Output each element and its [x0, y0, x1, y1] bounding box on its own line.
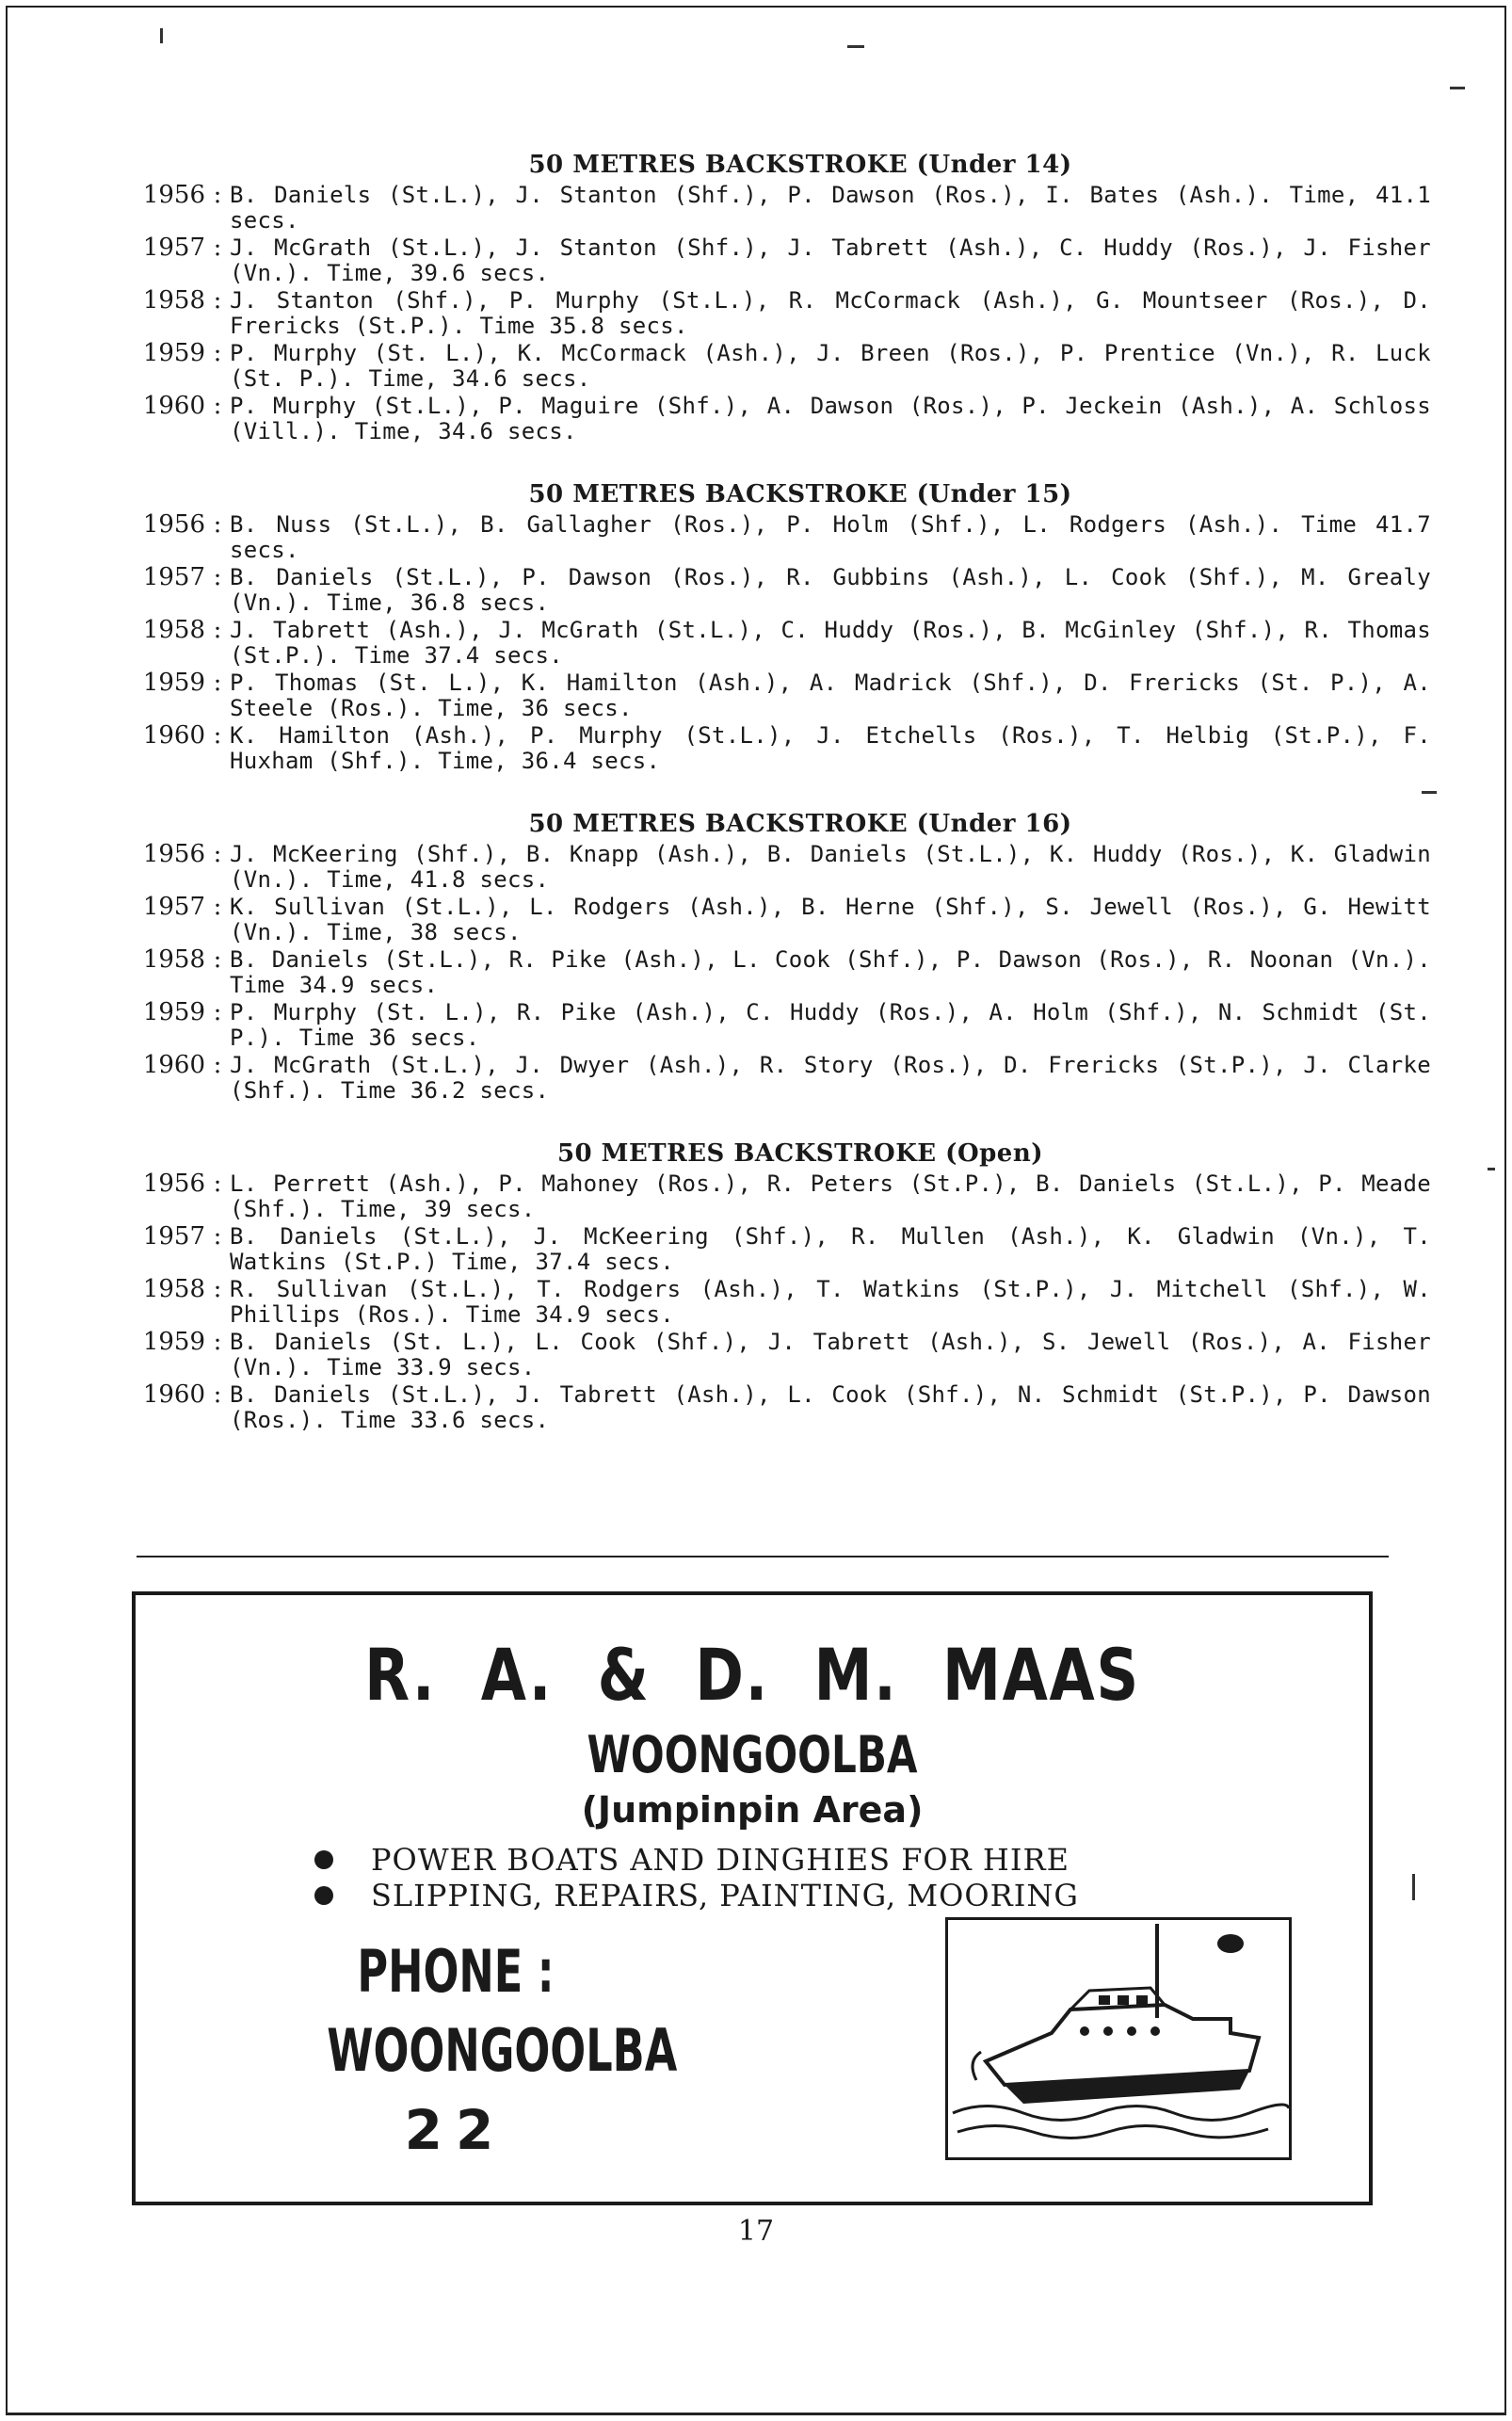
ad-service-text: POWER BOATS AND DINGHIES FOR HIRE: [371, 1842, 1070, 1878]
ad-phone-block: [277, 1934, 678, 2168]
result-entry: [113, 183, 1431, 234]
entry-text: B. Daniels (St.L.), J. Tabrett (Ash.), L. Cook (Shf.), N. Schmidt (St.P.), P. Dawson (Ros.). Time 33.6 secs.: [230, 1381, 1431, 1433]
entry-separator: :: [213, 286, 222, 315]
entry-text: K. Sullivan (St.L.), L. Rodgers (Ash.), B. Herne (Shf.), S. Jewell (Ros.), G. Hewitt (Vn.). Time, 38 secs.: [230, 894, 1431, 945]
entry-year: 1960: [142, 1380, 205, 1409]
result-entry: [113, 1330, 1431, 1380]
result-entry: [113, 670, 1431, 721]
section-divider: [137, 1556, 1389, 1558]
section-title: 50 METRES BACKSTROKE (Under 15): [528, 480, 1072, 508]
phone-label: PHONE :: [357, 1937, 555, 2006]
entry-year: 1957: [142, 563, 205, 591]
result-entry: [113, 288, 1431, 339]
entry-year: 1956: [142, 181, 205, 209]
result-entry: [113, 235, 1431, 286]
entry-separator: :: [213, 234, 222, 262]
ad-name-part: &: [597, 1633, 651, 1717]
entry-separator: :: [213, 392, 222, 420]
entry-separator: :: [213, 563, 222, 591]
entry-separator: :: [213, 339, 222, 367]
entry-year: 1958: [142, 286, 205, 315]
entry-separator: :: [213, 1275, 222, 1303]
result-entry: [113, 565, 1431, 616]
ad-service-item: [314, 1878, 1079, 1913]
entry-text: K. Hamilton (Ash.), P. Murphy (St.L.), J. Etchells (Ros.), T. Helbig (St.P.), F. Huxham (Shf.). Time, 36.4 secs.: [230, 722, 1431, 774]
result-entry: [113, 1000, 1431, 1051]
result-entry: [113, 1224, 1431, 1275]
result-entry: [113, 394, 1431, 444]
entry-year: 1957: [142, 893, 205, 921]
entry-text: P. Murphy (St.L.), P. Maguire (Shf.), A. Dawson (Ros.), P. Jeckein (Ash.), A. Schloss (Vill.). Time, 34.6 secs.: [230, 393, 1431, 444]
entry-year: 1959: [142, 1328, 205, 1356]
result-entry: [113, 1382, 1431, 1433]
entry-year: 1959: [142, 998, 205, 1026]
results-list: [113, 151, 1431, 1469]
entry-text: B. Daniels (St.L.), R. Pike (Ash.), L. Cook (Shf.), P. Dawson (Ros.), R. Noonan (Vn.). Time 34.9 secs.: [230, 946, 1431, 998]
phone-number: 22: [404, 2098, 507, 2162]
entry-text: B. Daniels (St.L.), J. McKeering (Shf.), R. Mullen (Ash.), K. Gladwin (Vn.), T. Watkins (St.P.) Time, 37.4 secs.: [230, 1223, 1431, 1275]
result-entry: [113, 618, 1431, 669]
result-entry: [113, 723, 1431, 774]
entry-year: 1957: [142, 234, 205, 262]
entry-year: 1959: [142, 669, 205, 697]
ad-name-part: M.: [813, 1633, 898, 1717]
print-speck: [1422, 791, 1437, 794]
result-entry: [113, 1171, 1431, 1222]
entry-year: 1960: [142, 721, 205, 750]
result-entry: [113, 895, 1431, 945]
results-section: [113, 480, 1431, 774]
entry-year: 1960: [142, 392, 205, 420]
print-speck: [1450, 87, 1465, 89]
result-entry: [113, 1053, 1431, 1104]
entry-separator: :: [213, 998, 222, 1026]
entry-text: B. Daniels (St. L.), L. Cook (Shf.), J. Tabrett (Ash.), S. Jewell (Ros.), A. Fisher (Vn.). Time 33.9 secs.: [230, 1329, 1431, 1380]
entry-year: 1959: [142, 339, 205, 367]
bullet-icon: [314, 1850, 333, 1869]
entry-text: B. Nuss (St.L.), B. Gallagher (Ros.), P. Holm (Shf.), L. Rodgers (Ash.). Time 41.7 secs.: [230, 511, 1431, 563]
result-entry: [113, 947, 1431, 998]
ad-location: WOONGOOLBA: [587, 1725, 918, 1784]
print-speck: [160, 28, 163, 43]
entry-text: J. McKeering (Shf.), B. Knapp (Ash.), B. Daniels (St.L.), K. Huddy (Ros.), K. Gladwin (Vn.). Time, 41.8 secs.: [230, 841, 1431, 893]
entry-text: J. Stanton (Shf.), P. Murphy (St.L.), R. McCormack (Ash.), G. Mountseer (Ros.), D. Frericks (St.P.). Time 35.8 secs.: [230, 287, 1431, 339]
results-section: [113, 810, 1431, 1104]
ad-services-list: [314, 1842, 1079, 1913]
entry-separator: :: [213, 893, 222, 921]
entry-text: B. Daniels (St.L.), J. Stanton (Shf.), P. Dawson (Ros.), I. Bates (Ash.). Time, 41.1 secs.: [230, 182, 1431, 234]
print-speck: [847, 45, 864, 48]
entry-text: J. McGrath (St.L.), J. Dwyer (Ash.), R. Story (Ros.), D. Frericks (St.P.), J. Clarke (Shf.). Time 36.2 secs.: [230, 1052, 1431, 1104]
ad-area: (Jumpinpin Area): [581, 1789, 924, 1831]
entry-separator: :: [213, 945, 222, 974]
entry-separator: :: [213, 616, 222, 644]
result-entry: [113, 341, 1431, 392]
ad-business-name: [247, 1633, 1258, 1717]
entry-text: J. McGrath (St.L.), J. Stanton (Shf.), J. Tabrett (Ash.), C. Huddy (Ros.), J. Fisher (Vn.). Time, 39.6 secs.: [230, 234, 1431, 286]
results-section: [113, 1139, 1431, 1433]
entry-year: 1960: [142, 1051, 205, 1079]
advertisement: [132, 1591, 1373, 2205]
page-number: 17: [737, 2215, 775, 2248]
entry-separator: :: [213, 721, 222, 750]
entry-separator: :: [213, 510, 222, 539]
entry-text: P. Murphy (St. L.), R. Pike (Ash.), C. Huddy (Ros.), A. Holm (Shf.), N. Schmidt (St. P.). Time 36 secs.: [230, 999, 1431, 1051]
entry-separator: :: [213, 1222, 222, 1251]
ad-name-part: A.: [480, 1633, 554, 1717]
ad-name-part: R.: [364, 1633, 437, 1717]
entry-text: B. Daniels (St.L.), P. Dawson (Ros.), R. Gubbins (Ash.), L. Cook (Shf.), M. Grealy (Vn.). Time, 36.8 secs.: [230, 564, 1431, 616]
entry-text: P. Thomas (St. L.), K. Hamilton (Ash.), A. Madrick (Shf.), D. Frericks (St. P.), A. Steele (Ros.). Time, 36 secs.: [230, 670, 1431, 721]
entry-year: 1958: [142, 1275, 205, 1303]
ad-service-text: SLIPPING, REPAIRS, PAINTING, MOORING: [371, 1878, 1079, 1913]
result-entry: [113, 842, 1431, 893]
result-entry: [113, 512, 1431, 563]
entry-year: 1958: [142, 616, 205, 644]
entry-separator: :: [213, 1051, 222, 1079]
entry-separator: :: [213, 1170, 222, 1198]
results-section: [113, 151, 1431, 444]
phone-exchange: WOONGOOLBA: [327, 2016, 678, 2085]
section-title: 50 METRES BACKSTROKE (Under 16): [528, 810, 1072, 838]
result-entry: [113, 1277, 1431, 1328]
entry-year: 1957: [142, 1222, 205, 1251]
entry-text: J. Tabrett (Ash.), J. McGrath (St.L.), C. Huddy (Ros.), B. McGinley (Shf.), R. Thomas (St.P.). Time 37.4 secs.: [230, 617, 1431, 669]
ad-name-part: D.: [695, 1633, 769, 1717]
entry-year: 1956: [142, 1170, 205, 1198]
entry-text: R. Sullivan (St.L.), T. Rodgers (Ash.), T. Watkins (St.P.), J. Mitchell (Shf.), W. Phillips (Ros.). Time 34.9 secs.: [230, 1276, 1431, 1328]
entry-text: L. Perrett (Ash.), P. Mahoney (Ros.), R. Peters (St.P.), B. Daniels (St.L.), P. Meade (Shf.). Time, 39 secs.: [230, 1170, 1431, 1222]
section-title: 50 METRES BACKSTROKE (Open): [556, 1139, 1044, 1168]
section-title: 50 METRES BACKSTROKE (Under 14): [528, 151, 1072, 179]
entry-separator: :: [213, 1380, 222, 1409]
entry-separator: :: [213, 1328, 222, 1356]
ad-name-part: MAAS: [941, 1633, 1140, 1717]
ad-service-item: [314, 1842, 1079, 1878]
entry-separator: :: [213, 181, 222, 209]
print-speck: [1412, 1874, 1415, 1900]
entry-year: 1956: [142, 840, 205, 868]
boat-illustration-icon: [945, 1917, 1292, 2160]
print-speck: [1488, 1168, 1495, 1170]
entry-year: 1958: [142, 945, 205, 974]
bullet-icon: [314, 1886, 333, 1905]
entry-separator: :: [213, 840, 222, 868]
entry-text: P. Murphy (St. L.), K. McCormack (Ash.), J. Breen (Ros.), P. Prentice (Vn.), R. Luck (St. P.). Time, 34.6 secs.: [230, 340, 1431, 392]
entry-year: 1956: [142, 510, 205, 539]
entry-separator: :: [213, 669, 222, 697]
